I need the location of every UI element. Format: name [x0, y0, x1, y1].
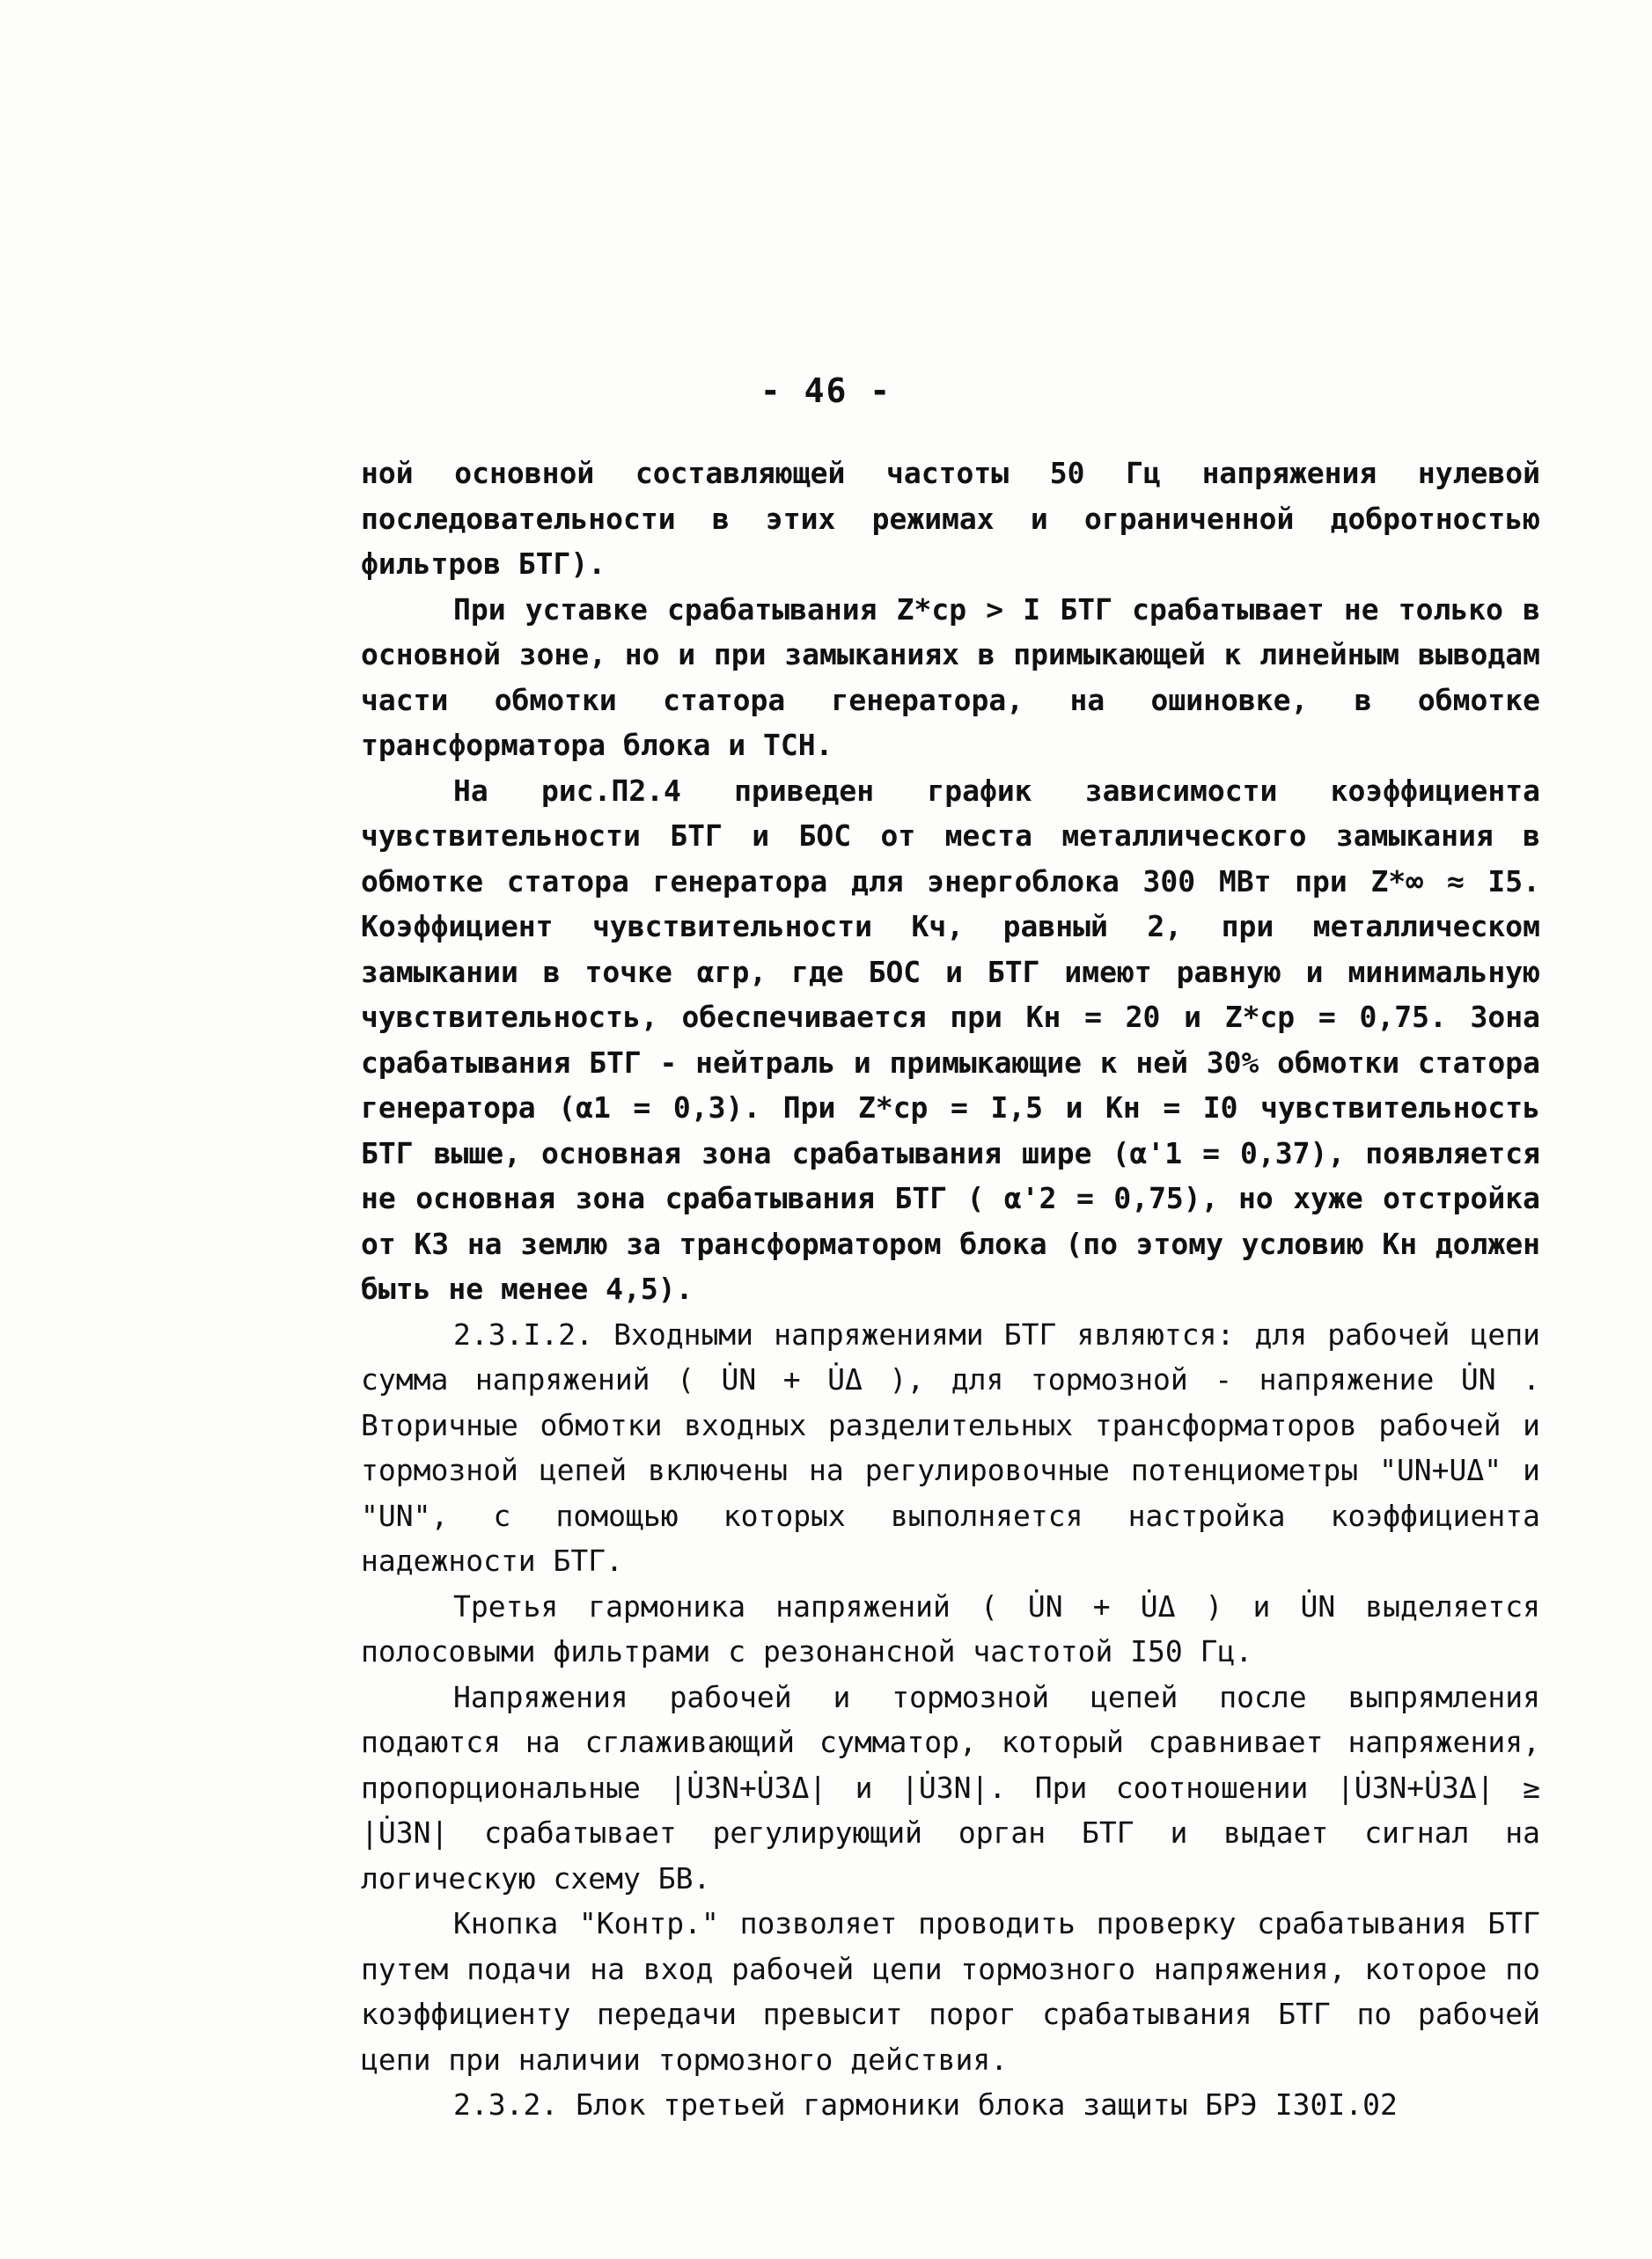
paragraph-third-harmonic: Третья гармоника напряжений ( U̇N + U̇Δ ) и U̇N выделяется полосовыми фильтрами с резонансной частотой I50 Гц.: [361, 1588, 1540, 1669]
paragraph-setting-zcp: При уставке срабатывания Z*ср > I БТГ срабатывает не только в основной зоне, но и при замыканиях в примыкающей к линейным выводам части обмотки статора генератора, на ошиновке, в обмотке трансформатора блока и ТСН.: [361, 591, 1540, 762]
paragraph-continuation: ной основной составляющей частоты 50 Гц напряжения нулевой последовательности в этих режимах и ограниченной добротностью фильтров БТГ).: [361, 456, 1540, 581]
body-text: [361, 451, 1540, 2128]
section-heading-2-3-2: 2.3.2. Блок третьей гармоники блока защиты БРЭ I30I.02: [453, 2087, 1398, 2122]
paragraph-control-button: Кнопка "Контр." позволяет проводить проверку срабатывания БТГ путем подачи на вход рабочей цепи тормозного напряжения, которое по коэффициенту передачи превысит порог срабатывания БТГ по рабочей цепи при наличии тормозного действия.: [361, 1906, 1540, 2077]
paragraph-sensitivity: На рис.П2.4 приведен график зависимости коэффициента чувствительности БТГ и БОС от места металлического замыкания в обмотке статора генератора для энергоблока 300 МВт при Z*∞ ≈ I5. Коэффициент чувствительности Кч, равный 2, при металлическом замыкании в точке αгр, где БОС и БТГ имеют равную и минимальную чувствительность, обеспечивается при Кн = 20 и Z*ср = 0,75. Зона срабатывания БТГ - нейтраль и примыкающие к ней 30% обмотки статора генератора (α1 = 0,3). При Z*ср = I,5 и Кн = I0 чувствительность БТГ выше, основная зона срабатывания шире (α'1 = 0,37), появляется не основная зона срабатывания БТГ ( α'2 = 0,75), но хуже отстройка от КЗ на землю за трансформатором блока (по этому условию Кн должен быть не менее 4,5).: [361, 773, 1540, 1306]
paragraph-rectification: Напряжения рабочей и тормозной цепей после выпрямления подаются на сглаживающий сумматор, который сравнивает напряжения, пропорциональные |U̇3N+U̇3Δ| и |U̇3N|. При соотношении |U̇3N+U̇3Δ| ≥ |U̇3N| срабатывает регулирующий орган БТГ и выдает сигнал на логическую схему БВ.: [361, 1679, 1540, 1896]
paragraph-input-voltages: 2.3.I.2. Входными напряжениями БТГ являются: для рабочей цепи сумма напряжений ( U̇N + U̇Δ ), для тормозной - напряжение U̇N . Вторичные обмотки входных разделительных трансформаторов рабочей и тормозной цепей включены на регулировочные потенциометры "UN+UΔ" и "UN", с помощью которых выполняется настройка коэффициента надежности БТГ.: [361, 1317, 1540, 1578]
page-number: - 46 -: [760, 371, 892, 410]
